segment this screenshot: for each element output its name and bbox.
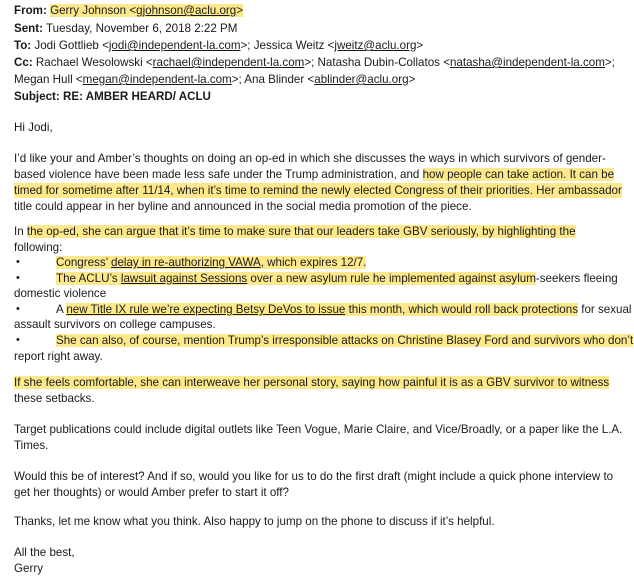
bullet-2-text: The ACLU’s lawsuit against Sessions over a new asylum rule he implemented against asylum-seekers fleeing <box>56 272 618 285</box>
to-email-link-1[interactable]: jodi@independent-la.com <box>108 39 241 52</box>
greeting: Hi Jodi, <box>14 121 53 134</box>
vawa-link[interactable]: delay in re-authorizing VAWA <box>111 256 261 269</box>
to-recipient-2: Jessica Weitz <box>253 39 325 52</box>
cc-recipient-4: Ana Blinder <box>244 73 305 86</box>
paragraph-4-line-1: Target publications could include digital outlets like Teen Vogue, Marie Claire, and Vice/Broadly, or a paper like the L.A. <box>14 423 623 436</box>
subject-line <box>14 89 211 104</box>
cc-recipient-2: Natasha Dubin-Collatos <box>317 56 440 69</box>
cc-recipient-1: Rachael Wesolowski <box>35 56 143 69</box>
paragraph-4-line-2: Times. <box>14 439 49 452</box>
paragraph-5-line-1: Would this be of interest? And if so, would you like for us to do the first draft (might include a quick phone interview to <box>14 470 614 483</box>
sent-value: Tuesday, November 6, 2018 2:22 PM <box>46 22 238 35</box>
to-email-link-2[interactable]: jweitz@aclu.org <box>334 39 417 52</box>
cc-recipient-3: Megan Hull <box>14 73 73 86</box>
title-ix-link[interactable]: new Title IX rule we’re expecting Betsy DeVos to issue <box>66 303 346 316</box>
bullet-4-text-cont: report right away. <box>14 350 103 363</box>
signature: Gerry <box>14 562 43 575</box>
paragraph-6: Thanks, let me know what you think. Also happy to jump on the phone to discuss if it’s helpful. <box>14 515 495 528</box>
highlight: the op-ed, she can argue that it’s time to make sure that our leaders take GBV seriously, by highlighting the <box>26 225 576 238</box>
paragraph-2-line-2: following: <box>14 241 63 254</box>
cc-email-link-4[interactable]: ablinder@aclu.org <box>314 73 409 86</box>
cc-line: Cc: Rachael Wesolowski <rachael@independent-la.com>; Natasha Dubin-Collatos <natasha@independent-la.com>; <box>14 56 615 69</box>
sessions-lawsuit-link[interactable]: lawsuit against Sessions <box>120 272 248 285</box>
closing: All the best, <box>14 546 75 559</box>
to-line: To: Jodi Gottlieb <jodi@independent-la.com>; Jessica Weitz <jweitz@aclu.org> <box>14 39 424 52</box>
paragraph-5-line-2: get her thoughts) or would Amber prefer to start it off? <box>14 486 289 499</box>
bullet-1: • <box>16 256 20 268</box>
highlight: how people can take action. It can be <box>422 168 615 181</box>
cc-email-link-2[interactable]: natasha@independent-la.com <box>449 56 605 69</box>
sent-line <box>14 21 237 36</box>
bullet-4: • <box>16 334 20 346</box>
cc-email-link-3[interactable]: megan@independent-la.com <box>82 73 232 86</box>
cc-line-continued: Megan Hull <megan@independent-la.com>; Ana Blinder <ablinder@aclu.org> <box>14 73 416 86</box>
bullet-3-text: A new Title IX rule we’re expecting Betsy DeVos to issue this month, which would roll back protections for sexual <box>56 303 632 316</box>
cc-label: Cc: <box>14 56 33 69</box>
bullet-1-text: Congress’ delay in re-authorizing VAWA, which expires 12/7. <box>56 256 367 269</box>
paragraph-1-line-3: timed for sometime after 11/14, when it’s time to remind the newly elected Congress of their priorities. Her ambassador <box>14 184 622 197</box>
to-label: To: <box>14 39 32 52</box>
cc-email-link-1[interactable]: rachael@independent-la.com <box>152 56 305 69</box>
subject-label: Subject: <box>14 90 60 103</box>
from-line <box>14 3 243 18</box>
bullet-4-text: She can also, of course, mention Trump’s irresponsible attacks on Christine Blasey Ford and survivors who don’t <box>56 334 634 347</box>
paragraph-2-line-1: In the op-ed, she can argue that it’s time to make sure that our leaders take GBV seriously, by highlighting the <box>14 225 576 238</box>
paragraph-3-line-1: If she feels comfortable, she can interweave her personal story, saying how painful it is as a GBV survivor to witness <box>14 376 610 389</box>
from-label: From: <box>14 4 47 17</box>
bullet-2: • <box>16 272 20 284</box>
from-name: Gerry Johnson <gjohnson@aclu.org> <box>50 4 243 17</box>
bullet-3: • <box>16 303 20 315</box>
bullet-3-text-cont: assault survivors on college campuses. <box>14 318 216 331</box>
from-email-link[interactable]: gjohnson@aclu.org <box>136 4 237 17</box>
sent-label: Sent: <box>14 22 43 35</box>
paragraph-1-line-2: based violence have been made less safe under the Trump administration, and how people can take action. It can be <box>14 168 615 181</box>
bullet-2-text-cont: domestic violence <box>14 287 107 300</box>
subject-value: RE: AMBER HEARD/ ACLU <box>62 90 211 103</box>
paragraph-1-line-4: title could appear in her byline and announced in the social media promotion of the piece. <box>14 200 472 213</box>
paragraph-1-line-1: I’d like your and Amber’s thoughts on doing an op-ed in which she discusses the ways in which survivors of gender- <box>14 152 606 165</box>
to-recipient-1: Jodi Gottlieb <box>34 39 99 52</box>
paragraph-3-line-2: these setbacks. <box>14 392 95 405</box>
